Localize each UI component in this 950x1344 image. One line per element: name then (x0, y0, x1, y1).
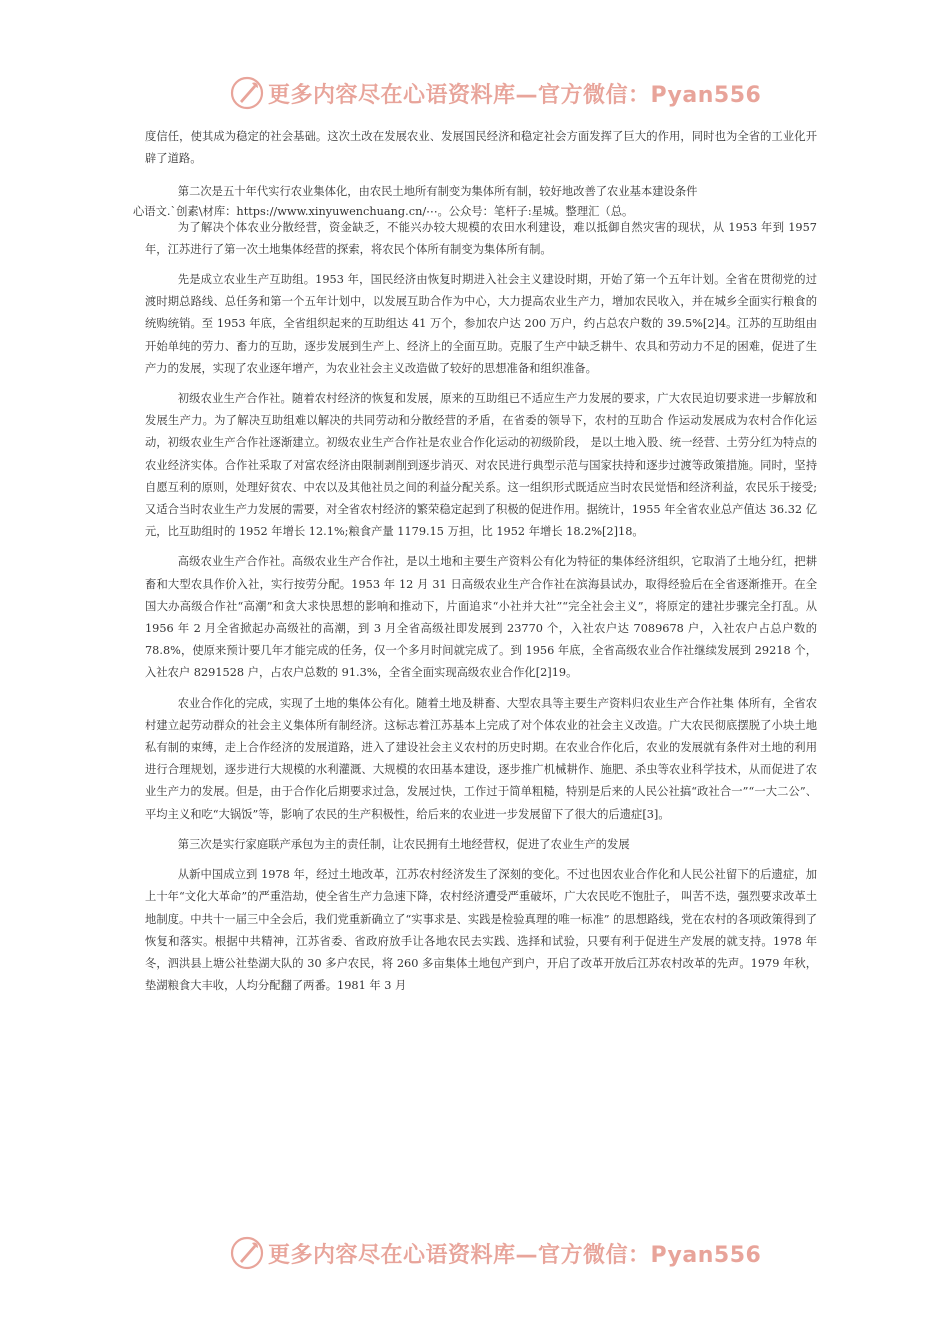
paragraph: 第二次是五十年代实行农业集体化，由农民土地所有制变为集体所有制，较好地改善了农业基本建设条件 (177, 185, 698, 199)
watermark-line: 心语文.`创素\材库：https://www.xinyuwenchuang.cn/⋯。公众号：笔杆子:星城。整理汇（总。 (133, 204, 634, 218)
paragraph: 初级农业生产合作社。随着农村经济的恢复和发展，原来的互助组已不适应生产力发展的要求，广大农民迫切要求进一步解放和发展生产力。为了解决互助组难以解决的共同劳动和分散经营的矛盾，在省委的领导下，农村的互助合 作运动发展成为农村合作化运动，初级农业生产合作社逐渐建立。初级农业生产合作社是农业合作化运动的初级阶段， 是以土地入股、统一经营、土劳分红为特点的农业经济实体。合作社采取了对富农经济由限制剥削到逐步消灭、对农民进行典型示范与国家扶持和逐步过渡等政策措施。同时，坚持自愿互利的原则，处理好贫农、中农以及其他社员之间的利益分配关系。这一组织形式既适应当时农民觉悟和经济利益，农民乐于接受;又适合当时农业生产力发展的需要，对全省农村经济的繁荣稳定起到了积极的促进作用。据统计，1955 年全省农业总产值达 36.32 亿元，比互助组时的 1952 年增长 12.1%;粮食产量 1179.15 万担，比 1952 年增长 18.2%[2]18。 (145, 392, 817, 539)
quill-pen-logo-icon (230, 76, 264, 110)
paragraph: 高级农业生产合作社。高级农业生产合作社，是以土地和主要生产资料公有化为特征的集体经济组织，它取消了土地分红，把耕畜和大型农具作价入社，实行按劳分配。1953 年 12 月 31 日高级农业生产合作社在滨海县试办，取得经验后在全省逐渐推开。在全国大办高级合作社“高潮”和贪大求快思想的影响和推动下，片面追求“小社并大社”“完全社会主义”，将原定的建社步骤完全打乱。从 1956 年 2 月全省掀起办高级社的高潮，到 3 月全省高级社即发展到 23770 个，入社农户达 7089678 户，入社农户占总户数的 78.8%，使原来预计要几年才能完成的任务，仅一个多月时间就完成了。到 1956 年底，全省高级农业合作社继续发展到 29218 个，入社农户 8291528 户，占农户总数的 91.3%，全省全面实现高级农业合作化[2]19。 (145, 555, 817, 680)
quill-pen-logo-icon (230, 1236, 264, 1270)
paragraph: 从新中国成立到 1978 年，经过土地改革，江苏农村经济发生了深刻的变化。不过也因农业合作化和人民公社留下的后遗症，加上十年“文化大革命”的严重浩劫，使全省生产力急速下降，农村经济遭受严重破坏，广大农民吃不饱肚子， 叫苦不迭，强烈要求改革土地制度。中共十一届三中全会后，我们党重新确立了“实事求是、实践是检验真理的唯一标准” 的思想路线，党在农村的各项政策得到了恢复和落实。根据中共精神，江苏省委、省政府放手让各地农民去实践、选择和试验，只要有利于促进生产发展的就支持。1978 年冬，泗洪县上塘公社垫湖大队的 30 多户农民，将 260 多亩集体土地包产到户，开启了改革开放后江苏农村改革的先声。1979 年秋，垫湖粮食大丰收，人均分配翻了两番。1981 年 3 月 (145, 868, 817, 993)
footer-banner (0, 1233, 950, 1273)
header-banner-text: 更多内容尽在心语资料库—官方微信：Pyan556 (268, 83, 762, 108)
footer-banner-text: 更多内容尽在心语资料库—官方微信：Pyan556 (268, 1243, 762, 1268)
section-heading: 第三次是实行家庭联产承包为主的责任制，让农民拥有土地经营权，促进了农业生产的发展 (177, 837, 630, 851)
paragraph: 度信任，使其成为稳定的社会基础。这次土改在发展农业、发展国民经济和稳定社会方面发挥了巨大的作用，同时也为全省的工业化开辟了道路。 (145, 130, 817, 166)
document-body (133, 126, 817, 1005)
paragraph: 为了解决个体农业分散经营，资金缺乏，不能兴办较大规模的农田水利建设，难以抵御自然灾害的现状，从 1953 年到 1957 年，江苏进行了第一次土地集体经营的探索，将农民个体所有制变为集体所有制。 (145, 220, 817, 256)
header-banner (0, 73, 950, 113)
paragraph: 农业合作化的完成，实现了土地的集体公有化。随着土地及耕畜、大型农具等主要生产资料归农业生产合作社集 体所有，全省农村建立起劳动群众的社会主义集体所有制经济。这标志着江苏基本上完成了对个体农业的社会主义改造。广大农民彻底摆脱了小块土地私有制的束缚，走上合作经济的发展道路，进入了建设社会主义农村的历史时期。在农业合作化后，农业的发展就有条件对土地的利用进行合理规划，逐步进行大规模的水利灌溉、大规模的农田基本建设，逐步推广机械耕作、施肥、杀虫等农业科学技术，从而促进了农业生产力的发展。但是，由于合作化后期要求过急，发展过快，工作过于简单粗糙，特别是后来的人民公社搞“政社合一”“一大二公”、平均主义和吃“大锅饭”等，影响了农民的生产积极性，给后来的农业进一步发展留下了很大的后遗症[3]。 (145, 696, 817, 821)
paragraph: 先是成立农业生产互助组。1953 年，国民经济由恢复时期进入社会主义建设时期，开始了第一个五年计划。全省在贯彻党的过渡时期总路线、总任务和第一个五年计划中，以发展互助合作为中心，大力提高农业生产力，增加农民收入，并在城乡全面实行粮食的统购统销。至 1953 年底，全省组织起来的互助组达 41 万个，参加农户达 200 万户，约占总农户数的 39.5%[2]4。江苏的互助组由开始单纯的劳力、畜力的互助，逐步发展到生产上、经济上的全面互助。克服了生产中缺乏耕牛、农具和劳动力不足的困难，促进了生产力的发展，实现了农业逐年增产，为农业社会主义改造做了较好的思想准备和组织准备。 (145, 273, 817, 375)
